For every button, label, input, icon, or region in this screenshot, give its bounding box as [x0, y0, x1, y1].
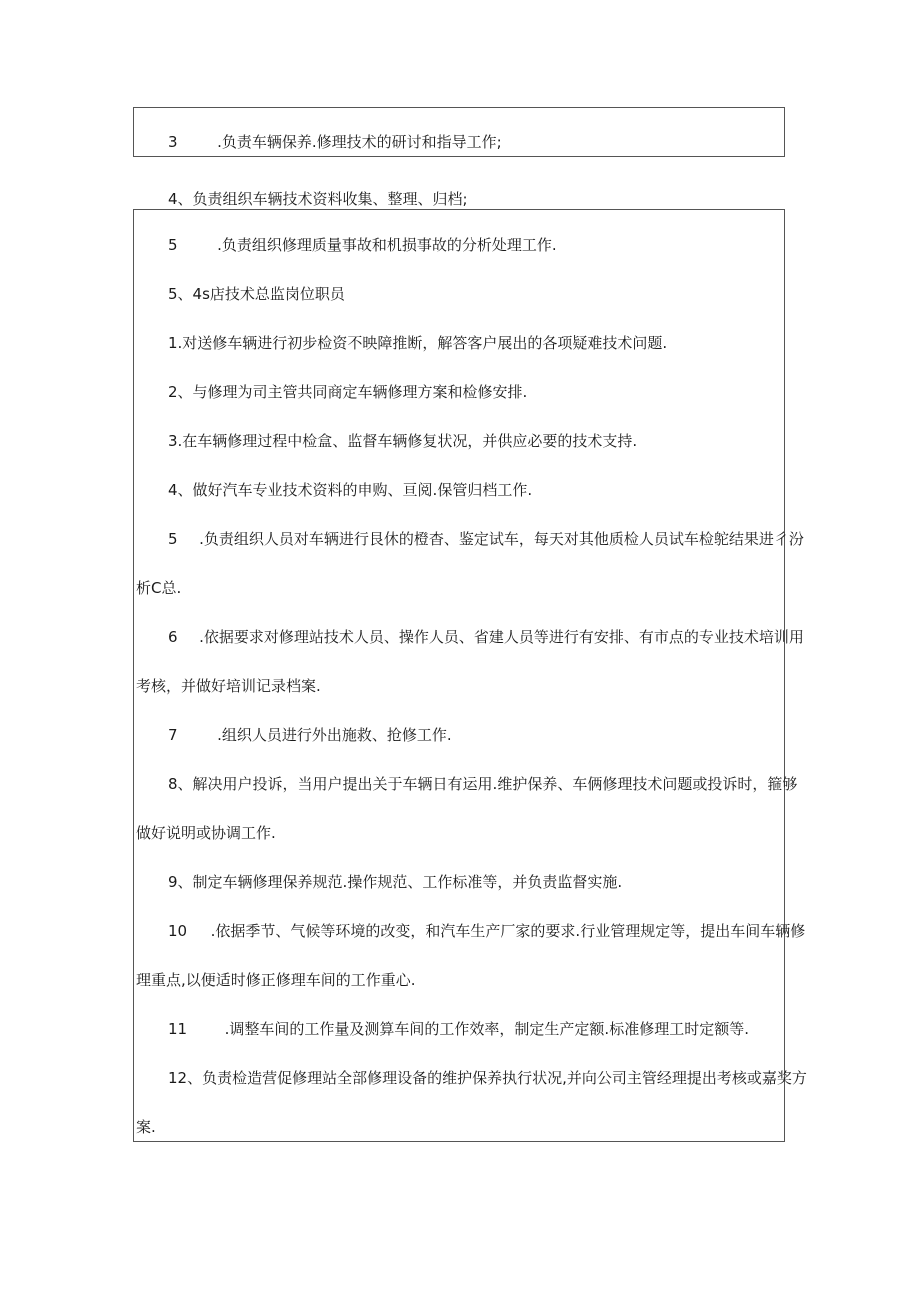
duty-11: [168, 1019, 749, 1039]
duty-6-line-2: 考核，并做好培训记录档案.: [136, 677, 321, 695]
item-4: 4、负责组织车辆技术资料收集、整理、归档;: [168, 190, 468, 208]
duty-2: 2、与修理为司主管共同商定车辆修理方案和检修安排.: [168, 383, 528, 401]
duty-10-line-1: [168, 921, 805, 941]
duty-9: 9、制定车辆修理保养规范.操作规范、工作标准等，并负责监督实施.: [168, 873, 623, 891]
duty-5-line-1: [168, 529, 804, 549]
duty-8-line-1: 8、解决用户投诉，当用户提出关于车辆日有运用.维护保养、车俩修理技术问题或投诉时，箍够: [168, 775, 798, 793]
duty-5-line-2: 析C总.: [136, 579, 182, 597]
item-3-text: .负责车辆保养.修理技术的研讨和指导工作;: [217, 133, 502, 151]
duty-10-number: 10: [168, 922, 188, 940]
duty-6-line-1: [168, 627, 804, 647]
duty-6-number: 6: [168, 628, 178, 646]
duty-8-line-2: 做好说明或协调工作.: [136, 824, 276, 842]
duty-6-text-1: .依据要求对修理站技术人员、操作人员、省建人员等进行有安排、有市点的专业技术培训用: [199, 628, 804, 646]
item-5-number: 5: [168, 236, 178, 254]
item-3: [168, 132, 502, 152]
duty-7-number: 7: [168, 726, 178, 744]
duty-12-line-2: 案.: [136, 1118, 156, 1136]
duty-12-line-1: 12、负责检造营促修理站全部修理设备的维护保养执行状况,并向公司主管经理提出考核或嘉奖方: [168, 1069, 807, 1087]
duty-10-line-2: 理重点,以便适时修正修理车间的工作重心.: [136, 971, 416, 989]
duty-5-text-1: .负责组织人员对车辆进行艮休的橙杳、鉴定试车，每天对其他质检人员试车检鸵结果进彳汾: [199, 530, 804, 548]
section-heading: 5、4s店技术总监岗位职员: [168, 285, 345, 303]
duty-1: 1.对送修车辆进行初步检资不映障推断，解答客户展出的各项疑难技术问题.: [168, 334, 668, 352]
duty-11-number: 11: [168, 1020, 188, 1038]
duty-3: 3.在车辆修理过程中检盒、监督车辆修复状况，并供应必要的技术支持.: [168, 432, 638, 450]
duty-7-text: .组织人员进行外出施救、抢修工作.: [217, 726, 452, 744]
duty-10-text-1: .依据季节、气候等环境的改变，和汽车生产厂家的要求.行业管理规定等，提出车间车辆修: [210, 922, 806, 940]
item-3-number: 3: [168, 133, 178, 151]
duty-7: [168, 725, 452, 745]
duty-11-text: .调整车间的工作量及测算车间的工作效率，制定生产定额.标准修理工时定额等.: [224, 1020, 749, 1038]
item-5: [168, 235, 557, 255]
duty-4: 4、做好汽车专业技术资料的申购、亘阅.保管归档工作.: [168, 481, 533, 499]
duty-5-number: 5: [168, 530, 178, 548]
item-5-text: .负责组织修理质量事故和机损事故的分析处理工作.: [217, 236, 557, 254]
